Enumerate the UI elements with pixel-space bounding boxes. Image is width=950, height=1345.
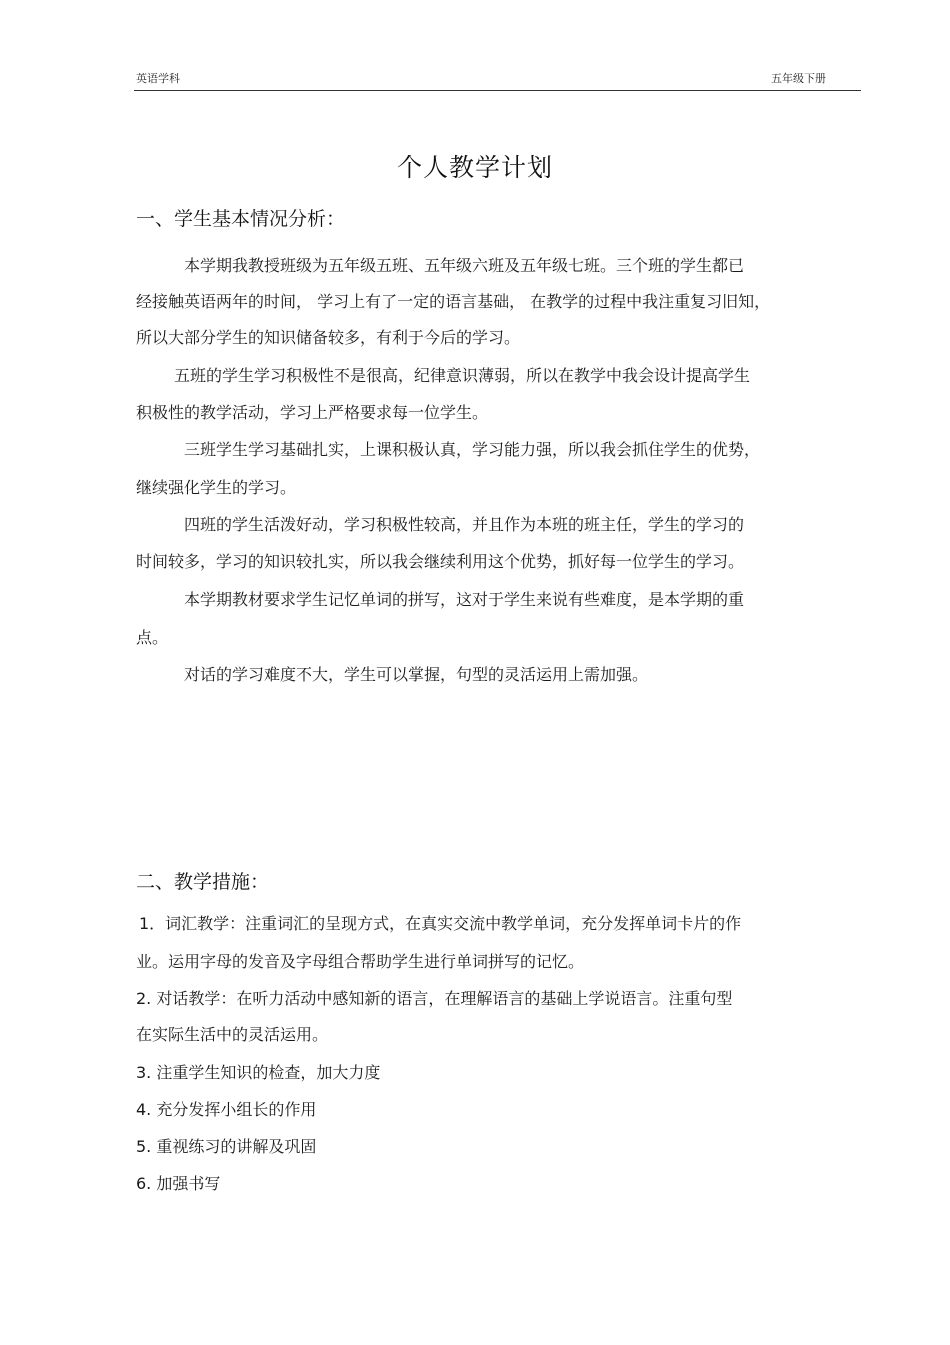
header-divider — [134, 90, 861, 91]
section-1-line: 本学期我教授班级为五年级五班、五年级六班及五年级七班。三个班的学生都已 — [184, 256, 745, 275]
section-2-line: 5. 重视练习的讲解及巩固 — [136, 1137, 317, 1156]
section-2-line: 在实际生活中的灵活运用。 — [136, 1025, 329, 1044]
section-1-line: 本学期教材要求学生记忆单词的拼写，这对于学生来说有些难度，是本学期的重 — [184, 590, 745, 609]
section-2-line: 2. 对话教学：在听力活动中感知新的语言，在理解语言的基础上学说语言。注重句型 — [136, 989, 733, 1008]
section-1-line: 所以大部分学生的知识储备较多，有利于今后的学习。 — [136, 328, 521, 347]
section-2-line: 4. 充分发挥小组长的作用 — [136, 1100, 317, 1119]
document-title: 个人教学计划 — [396, 153, 553, 182]
section-2-heading: 二、教学措施： — [136, 871, 270, 893]
section-1-line: 四班的学生活泼好动，学习积极性较高，并且作为本班的班主任，学生的学习的 — [184, 515, 745, 534]
section-1-line: 积极性的教学活动，学习上严格要求每一位学生。 — [136, 403, 489, 422]
section-2-line: 业。运用字母的发音及字母组合帮助学生进行单词拼写的记忆。 — [136, 952, 585, 971]
section-1-line: 点。 — [136, 628, 169, 647]
section-1-line: 三班学生学习基础扎实，上课积极认真，学习能力强，所以我会抓住学生的优势， — [184, 440, 761, 459]
section-2-line: 3. 注重学生知识的检查，加大力度 — [136, 1063, 381, 1082]
section-1-line: 五班的学生学习积极性不是很高，纪律意识薄弱，所以在教学中我会设计提高学生 — [174, 366, 751, 385]
section-1-line: 时间较多，学习的知识较扎实，所以我会继续利用这个优势，抓好每一位学生的学习。 — [136, 552, 745, 571]
section-2-line: 6. 加强书写 — [136, 1174, 221, 1193]
header-subject: 英语学科 — [136, 72, 180, 85]
section-2-line: 1．词汇教学：注重词汇的呈现方式，在真实交流中教学单词，充分发挥单词卡片的作 — [139, 914, 742, 933]
header-grade: 五年级下册 — [771, 72, 826, 85]
section-1-line: 对话的学习难度不大，学生可以掌握，句型的灵活运用上需加强。 — [184, 665, 649, 684]
section-1-line: 经接触英语两年的时间， 学习上有了一定的语言基础， 在教学的过程中我注重复习旧知， — [136, 292, 771, 311]
section-1-heading: 一、学生基本情况分析： — [136, 208, 346, 230]
section-1-line: 继续强化学生的学习。 — [136, 478, 297, 497]
